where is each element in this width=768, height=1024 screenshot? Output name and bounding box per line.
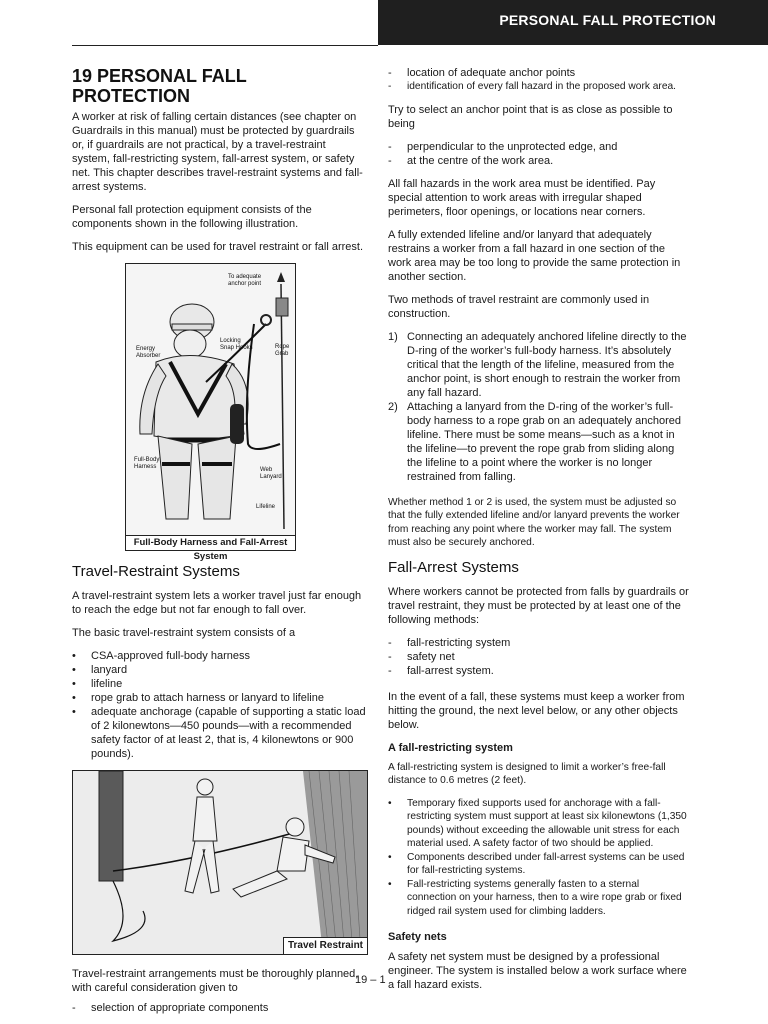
fall-restricting-list [388, 797, 690, 919]
figure2-caption: Travel Restraint [283, 937, 367, 954]
methods-paragraph: Two methods of travel restraint are commonly used in construction. [388, 293, 650, 320]
anchor-list [388, 140, 690, 168]
travel-restraint-heading: Travel-Restraint Systems [72, 563, 240, 580]
list-item: • rope grab to attach harness or lanyard to lifeline [72, 691, 366, 705]
safety-nets-heading: Safety nets [388, 931, 447, 943]
fall-arrest-paragraph-2: In the event of a fall, these systems must keep a worker from hitting the ground, the next level below, or any other objects below. [388, 690, 685, 731]
lifeline-paragraph: A fully extended lifeline and/or lanyard that adequately restrains a worker from a fall hazard in one section of the work area may be too long to provide the same protection in another section. [388, 228, 681, 283]
list-item [388, 330, 690, 400]
list-item: • lanyard [72, 663, 366, 677]
harness-drawing [126, 264, 295, 536]
travel-paragraph-2: The basic travel-restraint system consists of a [72, 627, 296, 639]
intro-paragraph-2: Personal fall protection equipment consists of the components shown in the following illustration. [72, 204, 312, 230]
list-item: - selection of appropriate components [72, 1001, 366, 1015]
fall-restricting-heading: A fall-restricting system [388, 741, 513, 754]
travel-planning-paragraph: Travel-restraint arrangements must be thoroughly planned, with careful consideration given to [72, 968, 359, 994]
list-item: • Temporary fixed supports used for anchorage with a fall-restricting system must support at least six kilonewtons (1,350 pounds) without exceeding the allowable unit stress for each material used. A safety factor of two should be applied. [388, 797, 690, 851]
list-number: 1) [388, 330, 398, 343]
list-item: • CSA-approved full-body harness [72, 649, 366, 663]
figure1-caption: Full-Body Harness and Fall-Arrest System [126, 535, 295, 550]
methods-list [388, 330, 690, 484]
safety-nets-paragraph: A safety net system must be designed by a professional engineer. The system is installed below a work surface where a fall hazard exists. [388, 951, 687, 991]
anchor-paragraph: Try to select an anchor point that is as close as possible to being [388, 103, 673, 130]
list-item: • Components described under fall-arrest systems can be used for fall-restricting systems. [388, 851, 690, 878]
whether-paragraph: Whether method 1 or 2 is used, the system must be adjusted so that the fully extended lifeline and/or lanyard prevents the worker from reaching any point where the worker may fall. The system must also be securely anchored. [388, 496, 680, 548]
harness-illustration [125, 263, 296, 562]
label-anchor: To adequate anchor point [228, 274, 262, 287]
list-item [388, 400, 690, 484]
fall-methods-list [388, 636, 690, 678]
hazards-paragraph: All fall hazards in the work area must be identified. Pay special attention to work areas with irregular shaped perimeters, floor openings, or locations near corners. [388, 177, 656, 218]
list-text: Attaching a lanyard from the D-ring of the worker’s full-body harness to a rope grab on an adequately anchored lifeline. There must be some means—such as a knot in the lifeline—to prevent the rope grab from sliding along the lifeline to a point where the worker is no longer restrained from falling. [407, 400, 681, 483]
intro-paragraph-1: A worker at risk of falling certain distances (see chapter on Guardrails in this manual) must be protected by guardrails or, if guardrails are not practical, by a travel-restraint system, fall-restricting system, fall-arrest system, or safety net. This chapter describes travel-restraint systems and fall-arrest systems. [72, 111, 363, 193]
label-web-lanyard: Web Lanyard [260, 467, 282, 480]
list-item: - fall-restricting system [388, 636, 690, 650]
travel-restraint-illustration [72, 770, 368, 955]
list-item: - fall-arrest system. [388, 664, 690, 678]
travel-restraint-drawing [73, 771, 367, 954]
label-energy-absorber: Energy Absorber [136, 346, 161, 359]
planning-list [72, 1001, 366, 1015]
list-item: - identification of every fall hazard in the proposed work area. [388, 80, 690, 94]
list-item: • lifeline [72, 677, 366, 691]
fall-restricting-paragraph: A fall-restricting system is designed to limit a worker’s free-fall distance to 0.6 metres (2 feet). [388, 761, 666, 786]
travel-paragraph-1: A travel-restraint system lets a worker travel just far enough to reach the edge but not far enough to fall over. [72, 590, 362, 616]
list-item: - safety net [388, 650, 690, 664]
list-item: • adequate anchorage (capable of supporting a static load of 2 kilonewtons—450 pounds—with a recommended safety factor of at least 2, that is, 4 kilonewtons or 900 pounds). [72, 705, 366, 761]
label-snap-hooks: Locking Snap Hooks [220, 338, 253, 351]
fall-arrest-heading: Fall-Arrest Systems [388, 558, 519, 576]
running-header-title: PERSONAL FALL PROTECTION [499, 12, 716, 28]
label-harness: Full-Body Harness [134, 457, 160, 470]
list-item: - location of adequate anchor points [388, 66, 690, 80]
list-item: • Fall-restricting systems generally fasten to a sternal connection on your harness, then to a wire rope grab or fixed ridged rail system used for climbing ladders. [388, 878, 690, 919]
list-number: 2) [388, 400, 398, 413]
page-number: 19 – 1 [355, 974, 386, 986]
header-rule [72, 45, 378, 46]
label-lifeline: Lifeline [256, 504, 276, 510]
list-item: - at the centre of the work area. [388, 154, 690, 168]
list-item: - perpendicular to the unprotected edge, and [388, 140, 690, 154]
planning-list-continued [388, 66, 690, 94]
header-bar [378, 0, 768, 45]
left-column [72, 66, 366, 1024]
intro-paragraph-3: This equipment can be used for travel restraint or fall arrest. [72, 241, 364, 253]
travel-components-list [72, 649, 366, 761]
label-rope-grab: Rope Grab [275, 344, 290, 357]
chapter-heading: 19 PERSONAL FALL PROTECTION [72, 66, 247, 106]
list-text: Connecting an adequately anchored lifeline directly to the D-ring of the worker’s full-body harness. It’s absolutely critical that the length of the lifeline, measured from the anchor point, is short enough to restrain the worker from any fall hazard. [407, 330, 687, 399]
fall-arrest-paragraph-1: Where workers cannot be protected from falls by guardrails or travel restraint, they must be protected by at least one of the following methods: [388, 585, 689, 626]
right-column [388, 66, 690, 1001]
